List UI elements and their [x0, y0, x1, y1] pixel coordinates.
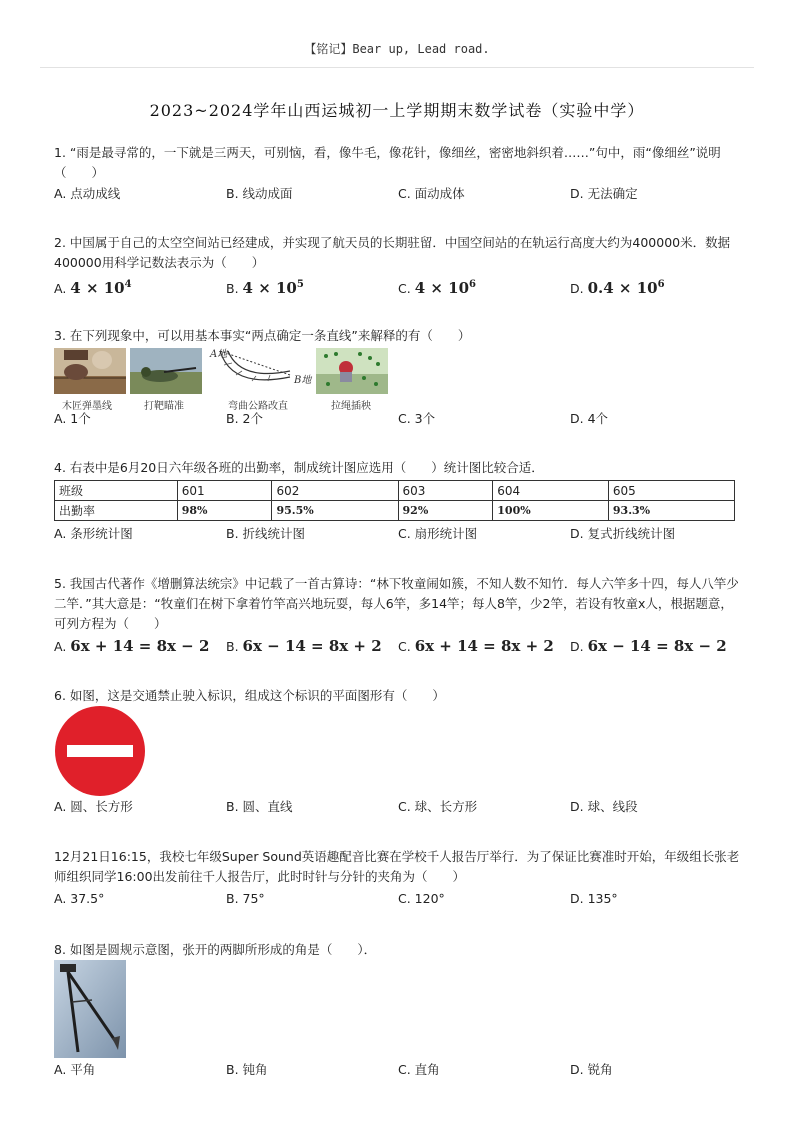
target-aiming-image: [130, 348, 202, 397]
option-b[interactable]: B. 2个: [226, 411, 263, 426]
option-a[interactable]: A. $4 \times 10^4$: [54, 279, 132, 297]
table-cell: 601: [177, 481, 272, 501]
option-a[interactable]: A. 圆、长方形: [54, 799, 133, 814]
question-8-options: [54, 1060, 744, 1080]
option-d[interactable]: D. 无法确定: [570, 186, 638, 201]
option-c[interactable]: C. 6x + 14 = 8x + 2: [398, 637, 554, 655]
option-b[interactable]: B. 圆、直线: [226, 799, 293, 814]
page-title: 2023~2024学年山西运城初一上学期期末数学试卷（实验中学）: [149, 101, 645, 120]
curved-road-diagram: [206, 345, 316, 400]
table-cell: 班级: [55, 481, 178, 501]
option-d[interactable]: D. 135°: [570, 891, 618, 906]
option-a[interactable]: A. 平角: [54, 1062, 96, 1077]
option-d[interactable]: D. 锐角: [570, 1062, 613, 1077]
attendance-table: [54, 480, 735, 521]
option-b[interactable]: B. 75°: [226, 891, 265, 906]
option-b[interactable]: B. 线动成面: [226, 186, 293, 201]
table-cell: 98%: [177, 501, 272, 521]
table-cell: 602: [272, 481, 398, 501]
table-cell: 100%: [493, 501, 609, 521]
option-c[interactable]: C. $4 \times 10^6$: [398, 279, 476, 297]
caption-aiming: 打靶瞄准: [144, 401, 184, 412]
table-cell: 603: [398, 481, 493, 501]
question-6-text: 6. 如图，这是交通禁止驶入标识，组成这个标识的平面图形有（ ）: [54, 688, 445, 703]
no-entry-sign-icon: [54, 705, 146, 800]
option-a[interactable]: A. 条形统计图: [54, 526, 133, 541]
option-d[interactable]: D. $0.4 \times 10^6$: [570, 279, 665, 297]
question-1-text: 1. “雨是最寻常的，一下就是三两天，可别恼，看，像牛毛，像花针，像细丝，密密地斜织着……”句中，雨“像细丝”说明（ ）: [54, 145, 721, 180]
question-3-options: [54, 409, 744, 429]
option-a[interactable]: A. 37.5°: [54, 891, 105, 906]
option-c[interactable]: C. 扇形统计图: [398, 526, 478, 541]
question-4-text: 4. 右表中是6月20日六年级各班的出勤率，制成统计图应选用（ ）统计图比较合适．: [54, 460, 544, 475]
carpenter-line-image: [54, 348, 126, 397]
caption-carpenter: 木匠弹墨线: [62, 401, 112, 412]
option-b[interactable]: B. $4 \times 10^5$: [226, 279, 304, 297]
question-6-options: [54, 797, 744, 817]
question-5-text: 5. 我国古代著作《增删算法统宗》中记载了一首古算诗：“林下牧童闹如簇，不知人数不知竹．每人六竿多十四，每人八竿少二竿．”其大意是：“牧童们在树下拿着竹竿高兴地玩耍，每人6竿，多14竿；每人8竿，少2竿，若设有牧童x人，根据题意，可列方程为（ ）: [54, 576, 739, 631]
option-d[interactable]: D. 球、线段: [570, 799, 638, 814]
option-b[interactable]: B. 6x − 14 = 8x + 2: [226, 637, 382, 655]
question-2-options: [54, 275, 744, 295]
option-a[interactable]: A. 点动成线: [54, 186, 121, 201]
option-b[interactable]: B. 折线统计图: [226, 526, 306, 541]
question-5-options: [54, 636, 744, 656]
caption-road: 弯曲公路改直: [228, 401, 288, 412]
table-cell: 95.5%: [272, 501, 398, 521]
table-cell: 出勤率: [55, 501, 178, 521]
question-2-text: 2. 中国属于自己的太空空间站已经建成，并实现了航天员的长期驻留．中国空间站的在轨运行高度大约为400000米．数据400000用科学记数法表示为（ ）: [54, 235, 731, 270]
option-c[interactable]: C. 120°: [398, 891, 445, 906]
question-8-text: 8. 如图是圆规示意图，张开的两脚所形成的角是（ ）．: [54, 942, 377, 957]
option-d[interactable]: D. 4个: [570, 411, 609, 426]
option-a[interactable]: A. 6x + 14 = 8x − 2: [54, 637, 210, 655]
question-7-options: [54, 889, 744, 909]
point-b-label: B地: [294, 375, 312, 386]
question-4-options: [54, 524, 744, 544]
option-d[interactable]: D. 6x − 14 = 8x − 2: [570, 637, 727, 655]
option-c[interactable]: C. 面动成体: [398, 186, 465, 201]
page-motto: 【铭记】Bear up, Lead road.: [304, 42, 490, 56]
table-cell: 93.3%: [608, 501, 734, 521]
point-a-label: A地: [210, 349, 228, 360]
table-row: [55, 481, 735, 501]
table-cell: 604: [493, 481, 609, 501]
header-divider: [40, 67, 754, 68]
option-c[interactable]: C. 球、长方形: [398, 799, 478, 814]
question-1-options: [54, 184, 744, 204]
option-c[interactable]: C. 3个: [398, 411, 436, 426]
question-3-text: 3. 在下列现象中，可以用基本事实“两点确定一条直线”来解释的有（ ）: [54, 328, 471, 343]
option-c[interactable]: C. 直角: [398, 1062, 440, 1077]
compass-image: [54, 960, 126, 1061]
table-row: [55, 501, 735, 521]
table-cell: 605: [608, 481, 734, 501]
option-a[interactable]: A. 1个: [54, 411, 91, 426]
option-d[interactable]: D. 复式折线统计图: [570, 526, 676, 541]
option-b[interactable]: B. 钝角: [226, 1062, 268, 1077]
rice-planting-image: [316, 348, 388, 397]
question-7-text: 12月21日16:15，我校七年级Super Sound英语趣配音比赛在学校千人报告厅举行．为了保证比赛准时开始，年级组长张老师组织同学16:00出发前往千人报告厅，此时时针与分针的夹角为（ ）: [54, 849, 740, 884]
table-cell: 92%: [398, 501, 493, 521]
caption-planting: 拉绳插秧: [331, 401, 371, 412]
